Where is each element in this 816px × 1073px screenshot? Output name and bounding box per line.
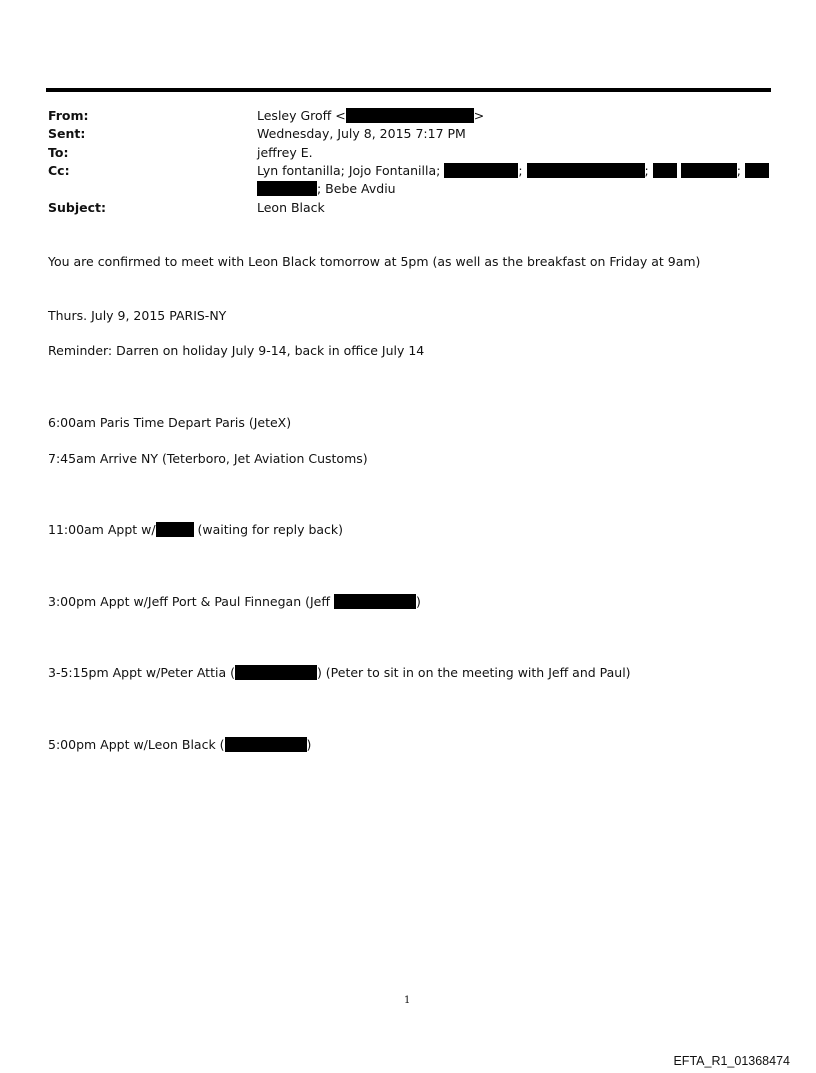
item-text: 11:00am Appt w/ [48, 522, 156, 537]
redaction-block [745, 163, 769, 178]
cc-names: Lyn fontanilla; Jojo Fontanilla; [257, 163, 441, 178]
from-suffix: > [473, 108, 485, 123]
from-name: Lesley Groff < [257, 108, 346, 123]
item-text: 3-5:15pm Appt w/Peter Attia ( [48, 665, 235, 680]
redaction-block [444, 163, 518, 178]
schedule-item [48, 521, 343, 539]
cc-separator: ; [644, 163, 649, 178]
date-line: Thurs. July 9, 2015 PARIS-NY [48, 308, 227, 323]
sent-value: Wednesday, July 8, 2015 7:17 PM [257, 126, 466, 141]
redaction-block [334, 594, 416, 609]
redaction-block [235, 665, 317, 680]
item-text: 5:00pm Appt w/Leon Black ( [48, 737, 225, 752]
item-text: ) [415, 594, 421, 609]
redaction-block [653, 163, 677, 178]
redaction-block [527, 163, 645, 178]
to-value: jeffrey E. [257, 145, 313, 160]
page-number: 1 [404, 995, 411, 1006]
schedule-item [48, 736, 311, 754]
to-label: To: [48, 145, 69, 160]
from-label: From: [48, 108, 89, 123]
subject-value: Leon Black [257, 200, 325, 215]
cc-value-line2 [257, 180, 396, 198]
header-rule [46, 88, 771, 92]
redaction-block [257, 181, 317, 196]
schedule-item [48, 664, 631, 682]
item-text: 3:00pm Appt w/Jeff Port & Paul Finnegan (Jeff [48, 594, 334, 609]
item-text: (waiting for reply back) [193, 522, 344, 537]
redaction-block [156, 522, 194, 537]
sent-label: Sent: [48, 126, 86, 141]
intro-line: You are confirmed to meet with Leon Black tomorrow at 5pm (as well as the breakfast on Friday at 9am) [48, 254, 701, 269]
redaction-block [346, 108, 474, 123]
reminder-line: Reminder: Darren on holiday July 9-14, back in office July 14 [48, 343, 425, 358]
schedule-item [48, 593, 421, 611]
from-value [257, 107, 484, 125]
subject-label: Subject: [48, 200, 106, 215]
item-text: ) [306, 737, 312, 752]
cc-value-line1 [257, 162, 769, 180]
redaction-block [681, 163, 737, 178]
redaction-block [225, 737, 307, 752]
schedule-item: 6:00am Paris Time Depart Paris (JeteX) [48, 415, 292, 430]
schedule-item: 7:45am Arrive NY (Teterboro, Jet Aviation Customs) [48, 451, 368, 466]
cc-separator: ; [518, 163, 523, 178]
item-text: ) (Peter to sit in on the meeting with Jeff and Paul) [316, 665, 631, 680]
cc-label: Cc: [48, 163, 70, 178]
document-id: EFTA_R1_01368474 [673, 1054, 790, 1068]
cc-separator: ; [736, 163, 741, 178]
cc-names-end: ; Bebe Avdiu [317, 181, 396, 196]
